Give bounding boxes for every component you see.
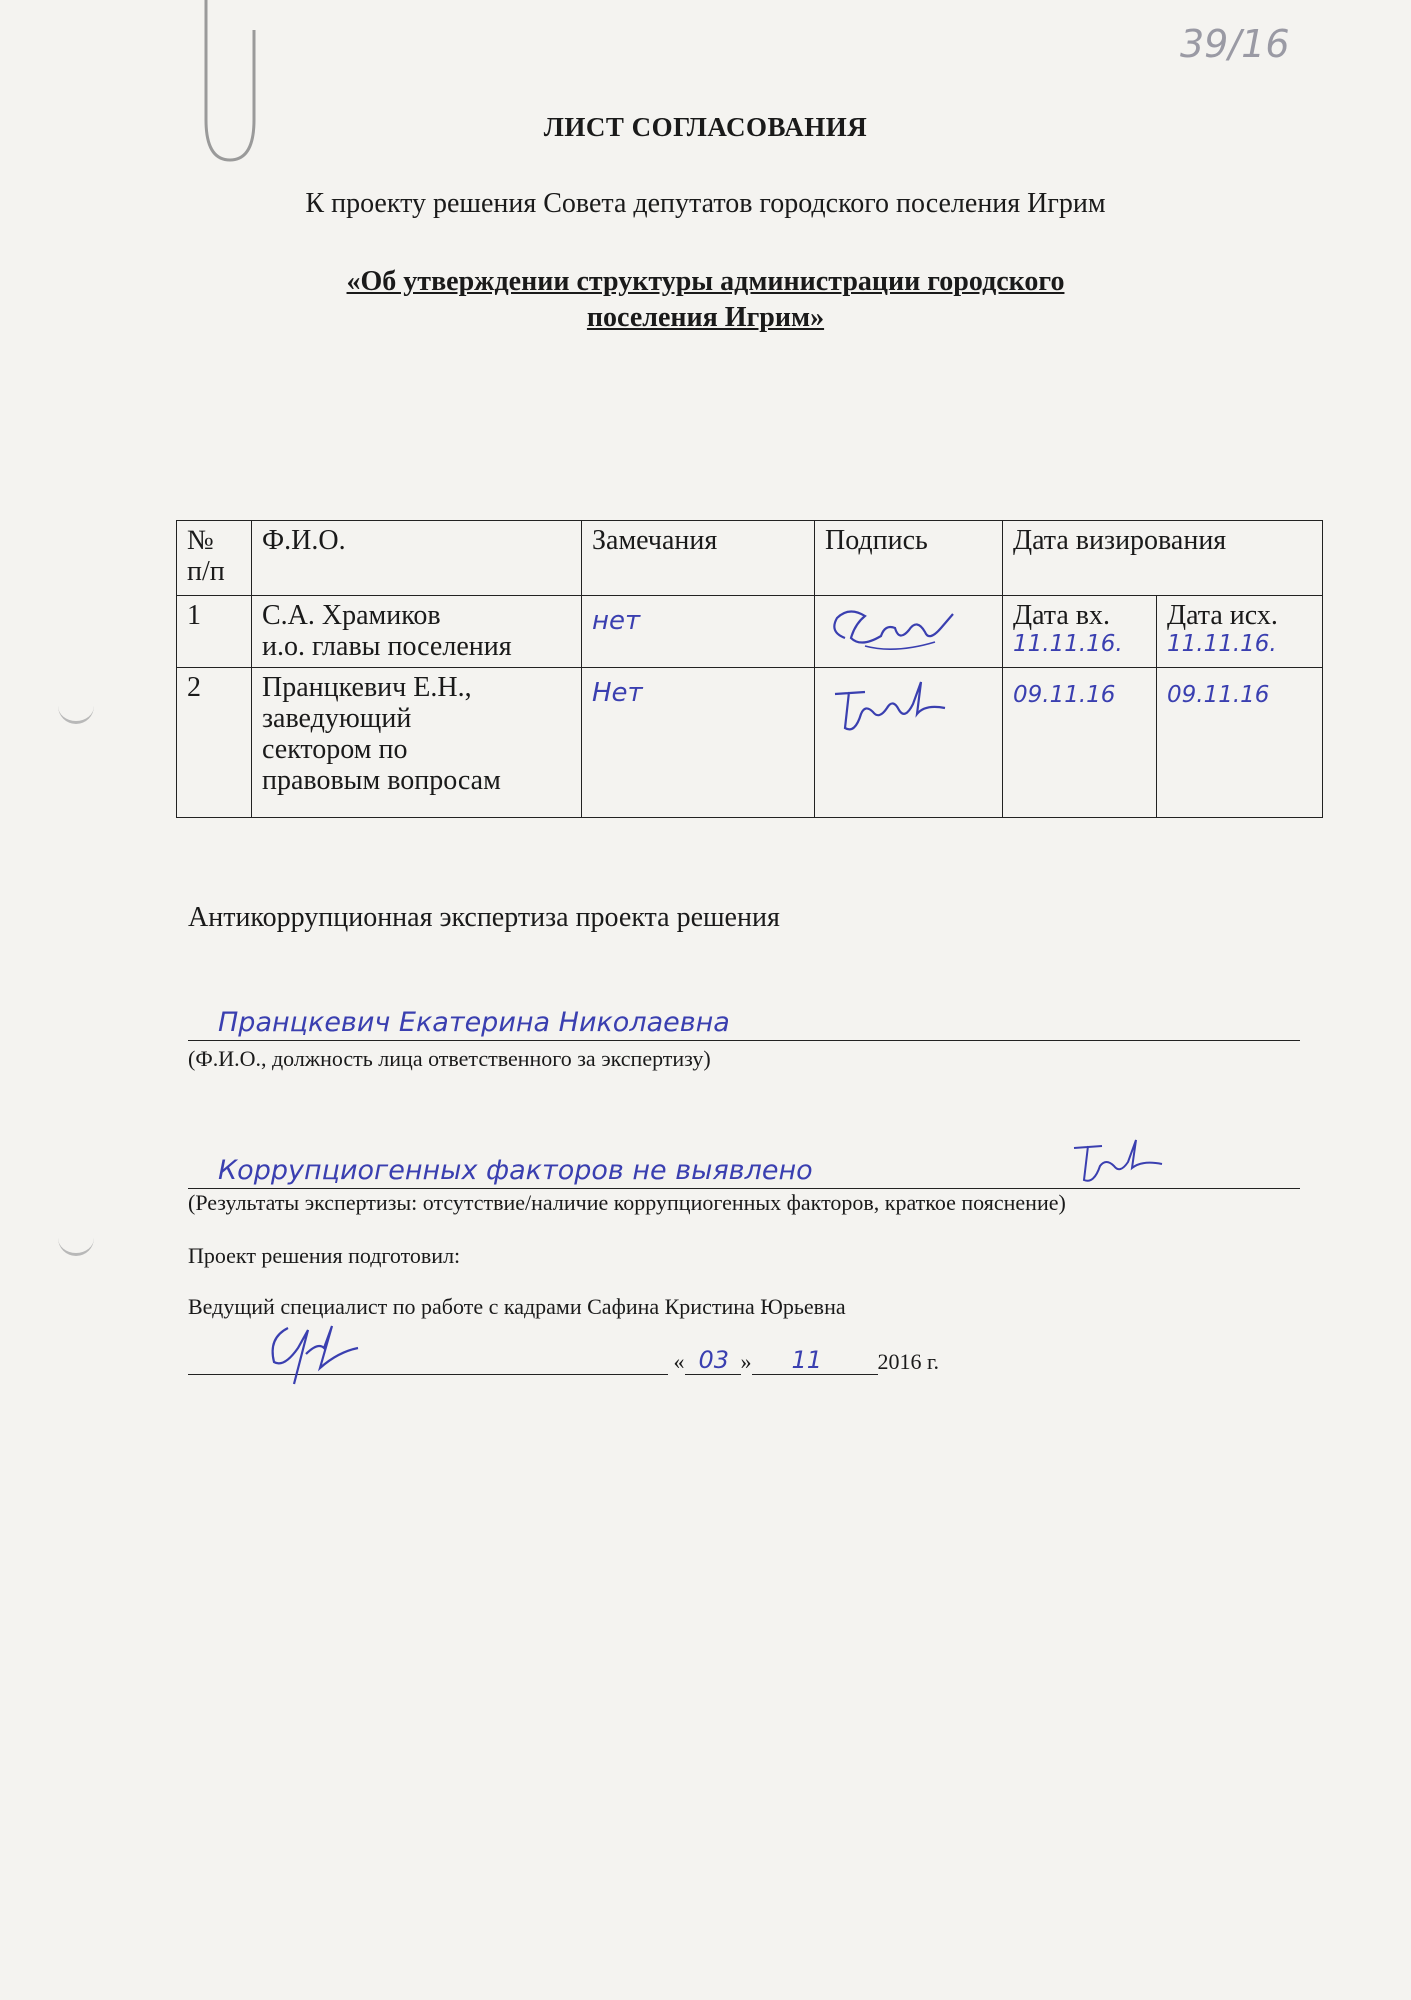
row-date-out — [1157, 596, 1323, 668]
handwritten-remark: нет — [592, 606, 641, 636]
date-month-line — [752, 1346, 878, 1375]
punch-hole-top — [58, 705, 94, 724]
row-remarks — [582, 668, 815, 818]
document-name-line1: «Об утверждении структуры администрации городского — [346, 266, 1065, 297]
row-remarks — [582, 596, 815, 668]
date-quote-close: » — [740, 1349, 752, 1374]
table-row — [177, 596, 1323, 668]
fio-line: Пранцкевич Е.Н., — [262, 672, 472, 703]
header-vis-date: Дата визирования — [1003, 521, 1323, 596]
handwritten-day: 03 — [698, 1346, 730, 1374]
prepared-position: Ведущий специалист по работе с кадрами Сафина Кристина Юрьевна — [188, 1294, 846, 1319]
prepared-signature-line — [188, 1352, 668, 1375]
header-num: № п/п — [177, 521, 252, 596]
row-date-out — [1157, 668, 1323, 818]
signature-mark — [825, 602, 965, 656]
handwritten-date-in: 09.11.16 — [1013, 682, 1116, 708]
handwritten-date-out: 09.11.16 — [1167, 682, 1270, 708]
punch-hole-bottom — [58, 1237, 94, 1256]
date-day-line — [685, 1346, 741, 1375]
handwritten-result: Коррупциогенных факторов не выявлено — [218, 1155, 813, 1186]
page-title: ЛИСТ СОГЛАСОВАНИЯ — [543, 112, 868, 142]
date-out-label: Дата исх. — [1167, 600, 1278, 631]
anti-corruption-heading: Антикоррупционная экспертиза проекта решения — [188, 902, 780, 933]
fio-line: сектором по — [262, 734, 408, 765]
fio-line: заведующий — [262, 703, 412, 734]
signature-mark — [825, 674, 965, 738]
handwritten-date-out: 11.11.16. — [1167, 631, 1277, 657]
handwritten-date-in: 11.11.16. — [1013, 631, 1123, 657]
row-date-in — [1003, 596, 1157, 668]
header-fio: Ф.И.О. — [252, 521, 582, 596]
table-header-row — [177, 521, 1323, 596]
row-fio — [252, 668, 582, 818]
handwritten-remark: Нет — [592, 678, 643, 708]
prepared-signature-date-row — [188, 1346, 940, 1375]
page-subtitle: К проекту решения Совета депутатов городского поселения Игрим — [305, 188, 1106, 219]
responsible-caption: (Ф.И.О., должность лица ответственного за экспертизу) — [188, 1046, 711, 1071]
date-in-label: Дата вх. — [1013, 600, 1111, 631]
row-date-in — [1003, 668, 1157, 818]
result-signature-mark — [1068, 1136, 1168, 1186]
paper-clip-mark — [200, 0, 270, 170]
fio-line: правовым вопросам — [262, 765, 501, 796]
date-quote-open: « — [673, 1349, 685, 1374]
responsible-line — [188, 1000, 1300, 1041]
fio-line: и.о. главы поселения — [262, 631, 512, 662]
handwritten-month: 11 — [791, 1346, 823, 1374]
header-remarks: Замечания — [582, 521, 815, 596]
row-fio — [252, 596, 582, 668]
prepared-label: Проект решения подготовил: — [188, 1243, 461, 1268]
approval-table — [176, 520, 1323, 818]
row-signature — [815, 668, 1003, 818]
page-number-handwritten: 39/16 — [1180, 22, 1290, 66]
row-num: 1 — [177, 596, 252, 668]
document-name-line2: поселения Игрим» — [586, 302, 825, 333]
fio-line: С.А. Храмиков — [262, 600, 441, 631]
result-line — [188, 1148, 1300, 1189]
prepared-signature-mark — [258, 1318, 368, 1388]
table-row — [177, 668, 1323, 818]
date-year: 2016 г. — [877, 1349, 940, 1374]
document-name — [0, 264, 1411, 336]
row-signature — [815, 596, 1003, 668]
result-caption: (Результаты экспертизы: отсутствие/наличие коррупциогенных факторов, краткое пояснение) — [188, 1190, 1066, 1215]
header-signature: Подпись — [815, 521, 1003, 596]
handwritten-responsible: Пранцкевич Екатерина Николаевна — [218, 1007, 730, 1038]
row-num: 2 — [177, 668, 252, 818]
